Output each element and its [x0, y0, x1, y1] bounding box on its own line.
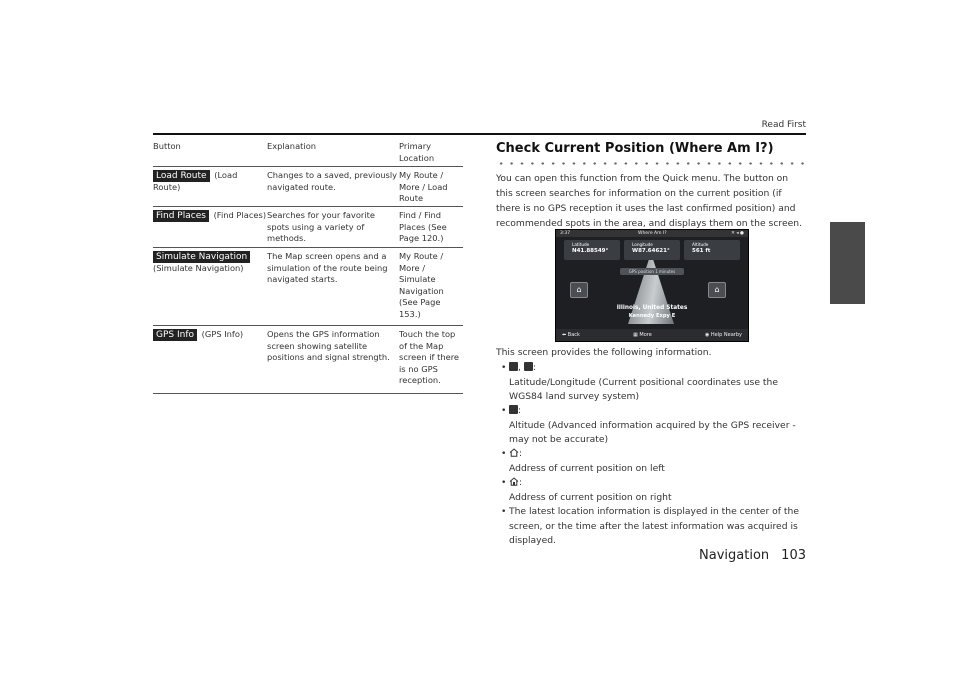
- where-am-i-screenshot: [555, 229, 749, 342]
- screenshot-street: Kennedy Expy E: [628, 313, 676, 319]
- row-explanation: Changes to a saved, previously navigated route.: [267, 170, 398, 192]
- bullet: •: [501, 477, 507, 488]
- page-footer: [699, 548, 806, 563]
- button-table: [153, 141, 463, 394]
- more-label: ▦ More: [633, 332, 652, 338]
- page-number: 103: [781, 548, 806, 563]
- col-header-location: Primary Location: [399, 141, 435, 163]
- bullet: •: [501, 448, 507, 459]
- bullet: •: [501, 506, 507, 517]
- gps-status-banner: GPS position 1 minutes: [620, 268, 684, 275]
- col-header-button: Button: [153, 141, 181, 151]
- bullet-text: Latitude/Longitude (Current positional coordinates use the WGS84 land survey system): [509, 376, 778, 402]
- bullet-text: Address of current position on left: [509, 462, 665, 474]
- bullet: •: [501, 362, 507, 373]
- bullet-text: Address of current position on right: [509, 491, 672, 503]
- simulate-navigation-button[interactable]: Simulate Navigation: [153, 251, 250, 263]
- longitude-field: Longitude W87.64621°: [624, 240, 680, 260]
- after-screenshot-text: This screen provides the following information.: [496, 347, 712, 358]
- chapter-name: Navigation: [699, 548, 770, 563]
- row-location: My Route / More / Simulate Navigation (See Page 153.): [399, 251, 444, 319]
- row-location: My Route / More / Load Route: [399, 170, 448, 203]
- bullet-text: The latest location information is displayed in the center of the screen, or the time after the latest information was acquired is displayed.: [509, 506, 799, 546]
- running-header: Read First: [761, 120, 806, 130]
- bullet: •: [501, 405, 507, 416]
- table-row: [153, 248, 463, 326]
- table-row: [153, 207, 463, 248]
- dotted-divider: [496, 162, 806, 165]
- table-row: [153, 167, 463, 207]
- row-location: Touch the top of the Map screen if there is no GPS reception.: [399, 329, 460, 385]
- header-rule: [153, 133, 806, 135]
- button-name: (GPS Info): [201, 329, 244, 339]
- latitude-field: Latitude N41.88549°: [564, 240, 620, 260]
- row-location: Find / Find Places (See Page 120.): [399, 210, 447, 243]
- list-item: • , : Latitude/Longitude (Current positional coordinates use the WGS84 land survey system): [501, 362, 778, 402]
- section-title: Check Current Position (Where Am I?): [496, 141, 774, 156]
- screenshot-bottom-bar: [556, 329, 748, 341]
- section-intro: You can open this function from the Quick menu. The button on this screen searches for information on the current position (if there is no GPS reception it uses the last confirmed position) and recommended spots in the area, and displays them on the screen.: [496, 173, 802, 229]
- row-explanation: The Map screen opens and a simulation of the route being navigated starts.: [267, 251, 388, 284]
- table-header: [153, 141, 463, 167]
- house-left-icon: ⌂: [570, 282, 588, 298]
- status-icons: ✕ ◂ ●: [731, 231, 744, 236]
- screenshot-status-bar: [556, 230, 748, 237]
- gps-info-button[interactable]: GPS Info: [153, 329, 197, 341]
- back-label: ⬅ Back: [562, 332, 580, 338]
- altitude-icon: [509, 405, 518, 414]
- load-route-button[interactable]: Load Route: [153, 170, 210, 182]
- button-name: (Simulate Navigation): [153, 263, 244, 273]
- button-name: (Find Places): [213, 210, 267, 220]
- list-item: • : Altitude (Advanced information acquired by the GPS receiver - may not be accurate): [501, 405, 796, 445]
- screenshot-time: 3:37: [560, 231, 571, 236]
- longitude-icon: [524, 362, 533, 371]
- find-places-button[interactable]: Find Places: [153, 210, 209, 222]
- row-explanation: Opens the GPS information screen showing satellite positions and signal strength.: [267, 329, 390, 362]
- screenshot-title: Where Am I?: [638, 231, 667, 236]
- col-header-explanation: Explanation: [267, 141, 317, 151]
- list-item: • : Address of current position on right: [501, 477, 672, 503]
- house-left-icon: [509, 448, 519, 457]
- row-explanation: Searches for your favorite spots using a variety of methods.: [267, 210, 375, 243]
- bullet-text: Altitude (Advanced information acquired by the GPS receiver - may not be accurate): [509, 419, 796, 445]
- screenshot-city: Illinois, United States: [616, 305, 688, 311]
- house-right-icon: [509, 477, 519, 486]
- chapter-side-tab: [830, 222, 865, 304]
- list-item: [501, 505, 806, 549]
- table-row: [153, 326, 463, 394]
- latitude-icon: [509, 362, 518, 371]
- house-right-icon: ⌂: [708, 282, 726, 298]
- altitude-field: Altitude 561 ft: [684, 240, 740, 260]
- coordinate-fields: [564, 240, 740, 260]
- list-item: • : Address of current position on left: [501, 448, 665, 474]
- button-name: (Load Route): [153, 170, 238, 192]
- help-nearby-label: ◉ Help Nearby: [704, 332, 742, 338]
